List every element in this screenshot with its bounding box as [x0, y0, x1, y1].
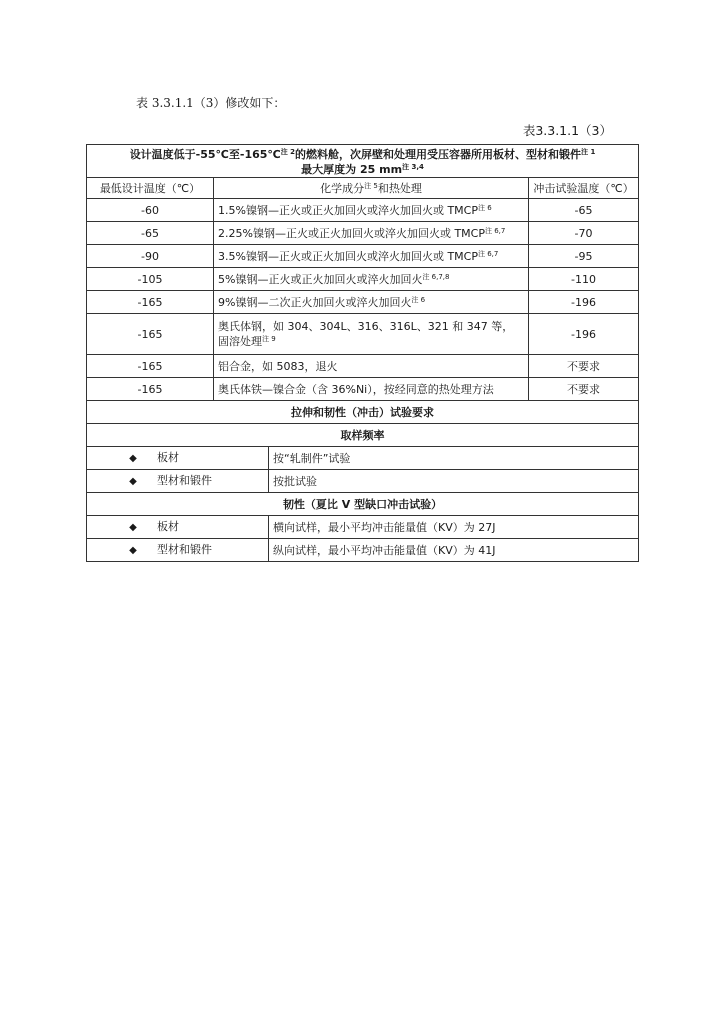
diamond-bullet-icon: ◆ — [129, 453, 137, 464]
table-row: -165 奥氏体钢，如 304、304L、316、316L、321 和 347 等，固溶处理$^{注 9}$ -196 — [87, 314, 639, 355]
table-row: ◆ 型材和锻件 纵向试样，最小平均冲击能量值（KV）为 41J — [87, 539, 639, 562]
table-row: -105 5%镍钢—正火或正火加回火或淬火加回火$^{注 6,7,8}$ -110 — [87, 268, 639, 291]
section-sampling-heading: 取样频率 — [87, 424, 639, 447]
intro-text: 表 3.3.1.1（3）修改如下： — [136, 96, 286, 110]
diamond-bullet-icon: ◆ — [129, 522, 137, 533]
header-min-temp: 最低设计温度（℃） — [87, 178, 214, 199]
table-row: ◆ 板材 横向试样，最小平均冲击能量值（KV）为 27J — [87, 516, 639, 539]
table-number: 表3.3.1.1（3） — [522, 123, 612, 138]
table-row: -165 铝合金，如 5083，退火 不要求 — [87, 355, 639, 378]
diamond-bullet-icon: ◆ — [129, 476, 137, 487]
header-chem: 化学成分$^{注 5}$和热处理 — [214, 178, 529, 199]
table-row: -60 1.5%镍钢—正火或正火加回火或淬火加回火或 $TMCP^{注 6}$ -65 — [87, 199, 639, 222]
table-row: ◆ 型材和锻件 按批试验 — [87, 470, 639, 493]
material-requirements-table — [86, 144, 639, 562]
table-title: 设计温度低于-55℃至-165℃$^{注 2}$的燃料舱，次屏壁和处理用受压容器所用板材、型材和锻件$^{注 1}$ 最大厚度为 25 $mm^{注 3,4}$ — [87, 145, 639, 178]
section-tensile-heading: 拉伸和韧性（冲击）试验要求 — [87, 401, 639, 424]
table-row: -65 2.25%镍钢—正火或正火加回火或淬火加回火或 $TMCP^{注 6,7}$ -70 — [87, 222, 639, 245]
section-toughness-heading: 韧性（夏比 V 型缺口冲击试验） — [87, 493, 639, 516]
table-row: ◆ 板材 按“轧制件”试验 — [87, 447, 639, 470]
table-row: -90 3.5%镍钢—正火或正火加回火或淬火加回火或 $TMCP^{注 6,7}$ -95 — [87, 245, 639, 268]
diamond-bullet-icon: ◆ — [129, 545, 137, 556]
header-impact-temp: 冲击试验温度（℃） — [529, 178, 639, 199]
table-row: -165 9%镍钢—二次正火加回火或淬火加回火$^{注 6}$ -196 — [87, 291, 639, 314]
table-row: -165 奥氏体铁—镍合金（含 36%Ni），按经同意的热处理方法 不要求 — [87, 378, 639, 401]
